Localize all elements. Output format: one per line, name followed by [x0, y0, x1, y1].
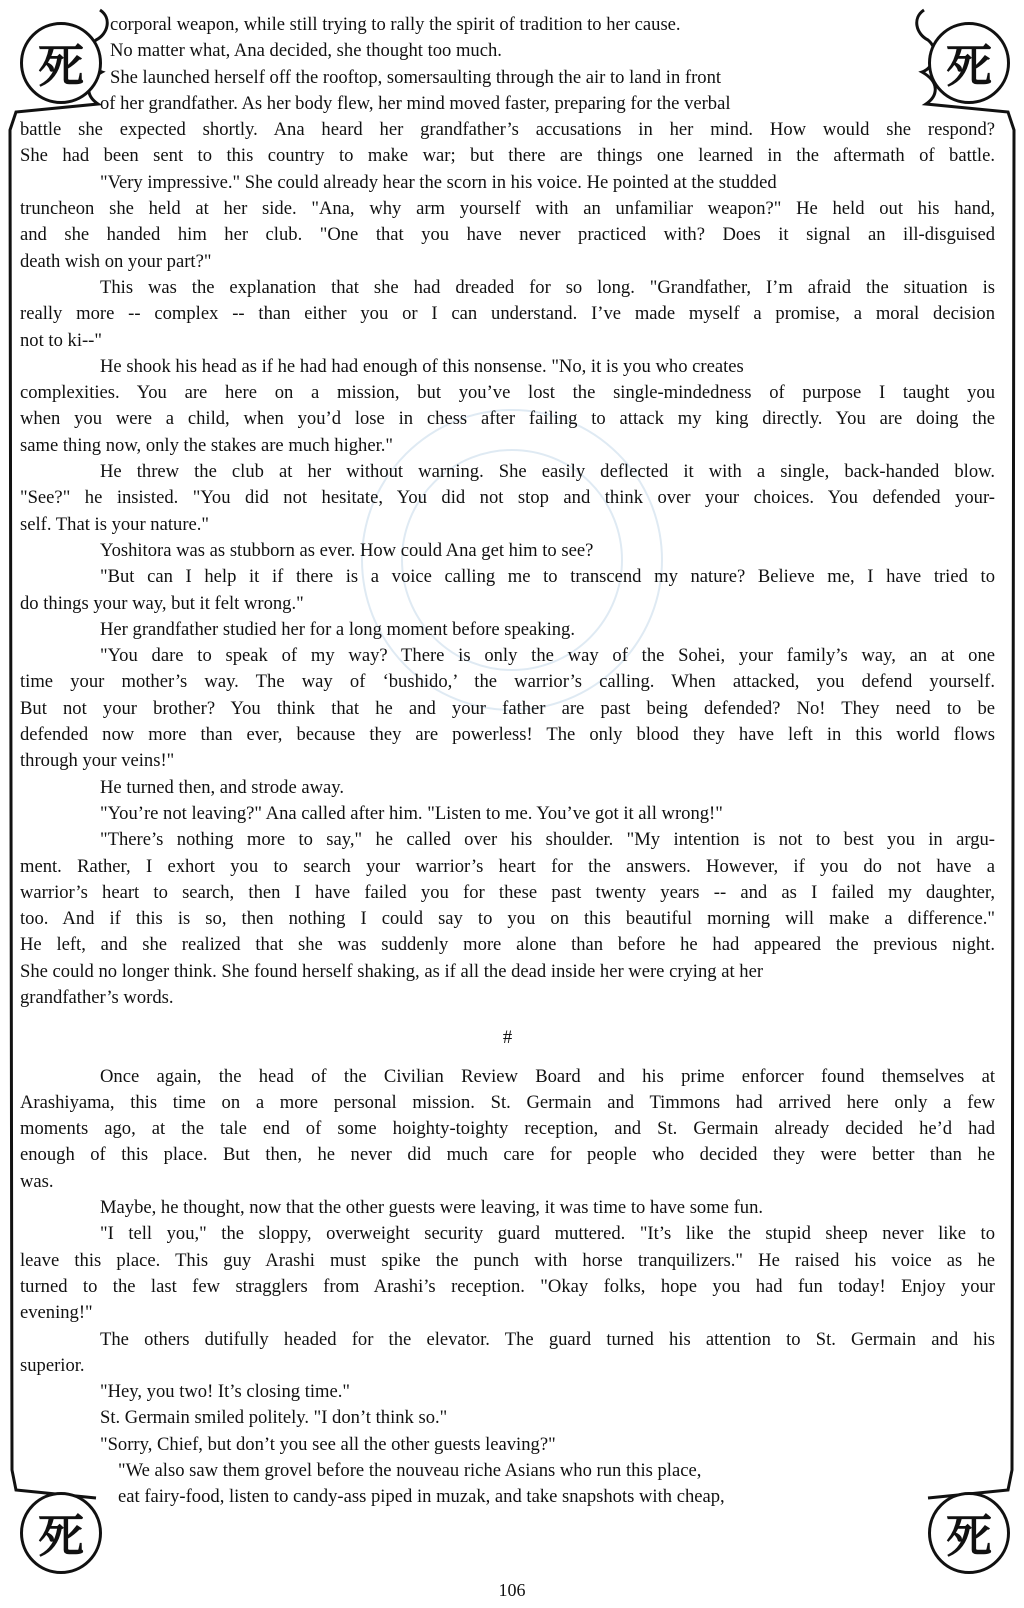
text-line: defended now more than ever, because they are powerless! The only blood they have left in this world flows [20, 724, 995, 746]
page-body [20, 12, 995, 1511]
story-part-a [20, 12, 995, 1011]
text-line: do things your way, but it felt wrong." [20, 592, 304, 614]
text-line: He turned then, and strode away. [100, 776, 345, 798]
text-line: "Sorry, Chief, but don’t you see all the other guests leaving?" [100, 1433, 556, 1455]
text-line: through your veins!" [20, 750, 175, 772]
text-line: really more -- complex -- than either you or I can understand. I’ve made myself a promise, a moral decision [20, 303, 995, 325]
text-line: "Hey, you two! It’s closing time." [100, 1381, 350, 1403]
text-line: truncheon she held at her side. "Ana, why arm yourself with an unfamiliar weapon?" He held out his hand, [20, 198, 995, 220]
text-line: not to ki--" [20, 329, 102, 351]
text-line: superior. [20, 1354, 85, 1376]
text-line: time your mother’s way. The way of ‘bushido,’ the warrior’s calling. When attacked, you defend yourself. [20, 671, 995, 693]
section-break: # [502, 1027, 513, 1049]
text-line: "I tell you," the sloppy, overweight security guard muttered. "It’s like the stupid sheep never like to [100, 1223, 995, 1245]
text-line: This was the explanation that she had dreaded for so long. "Grandfather, I’m afraid the situation is [100, 276, 995, 298]
text-line: death wish on your part?" [20, 250, 212, 272]
text-line: "Very impressive." She could already hear the scorn in his voice. He pointed at the studded [100, 171, 777, 193]
text-line: St. Germain smiled politely. "I don’t think so." [100, 1407, 448, 1429]
text-line: evening!" [20, 1302, 93, 1324]
text-line: self. That is your nature." [20, 513, 210, 535]
text-line: moments ago, at the tale end of some hoighty-toighty reception, and St. Germain already decided he’d had [20, 1118, 995, 1140]
text-line: Yoshitora was as stubborn as ever. How could Ana get him to see? [100, 539, 594, 561]
death-kanji-seal-top-right: 死 [928, 22, 1010, 104]
text-line: "You dare to speak of my way? There is only the way of the Sohei, your family’s way, an at one [100, 645, 995, 667]
text-line: complexities. You are here on a mission, but you’ve lost the single-mindedness of purpose I taught you [20, 382, 995, 404]
text-line: No matter what, Ana decided, she thought too much. [110, 40, 502, 62]
text-line: "See?" he insisted. "You did not hesitate, You did not stop and think over your choices. You defended your- [20, 487, 995, 509]
text-line: leave this place. This guy Arashi must spike the punch with horse tranquilizers." He raised his voice as he [20, 1249, 995, 1271]
text-line: enough of this place. But then, he never did much care for people who decided they were better than he [20, 1144, 995, 1166]
text-line: eat fairy-food, listen to candy-ass piped in muzak, and take snapshots with cheap, [118, 1486, 725, 1508]
text-line: "We also saw them grovel before the nouveau riche Asians who run this place, [118, 1460, 702, 1482]
text-line: when you were a child, when you’d lose in chess after failing to attack my king directly. You are doing the [20, 408, 995, 430]
text-line: battle she expected shortly. Ana heard her grandfather’s accusations in her mind. How would she respond? [20, 119, 995, 141]
text-line: She had been sent to this country to make war; but there are things one learned in the aftermath of battle. [20, 145, 995, 167]
story-part-b [20, 1064, 995, 1511]
text-line: He left, and she realized that she was suddenly more alone than before he had appeared the previous night. [20, 934, 995, 956]
text-line: warrior’s heart to search, then I have failed you for these past twenty years -- and as I failed my daughter, [20, 881, 995, 903]
text-line: She could no longer think. She found herself shaking, as if all the dead inside her were crying at her [20, 960, 764, 982]
text-line: Her grandfather studied her for a long moment before speaking. [100, 618, 576, 640]
text-line: same thing now, only the stakes are much higher." [20, 434, 394, 456]
death-kanji-seal-top-left: 死 [20, 22, 102, 104]
text-line: "But can I help it if there is a voice calling me to transcend my nature? Believe me, I have tried to [100, 566, 995, 588]
text-line: turned to the last few stragglers from Arashi’s reception. "Okay folks, hope you had fun today! Enjoy your [20, 1275, 995, 1297]
text-line: too. And if this is so, then nothing I could say to you on this beautiful morning will make a difference." [20, 908, 995, 930]
text-line: of her grandfather. As her body flew, her mind moved faster, preparing for the verbal [100, 92, 731, 114]
text-line: The others dutifully headed for the elevator. The guard turned his attention to St. Germain and his [100, 1328, 995, 1350]
text-line: was. [20, 1170, 54, 1192]
text-line: "There’s nothing more to say," he called over his shoulder. "My intention is not to best you in argu- [100, 829, 995, 851]
text-line: and she handed him her club. "One that you have never practiced with? Does it signal an ill-disguised [20, 224, 995, 246]
text-line: He threw the club at her without warning. She easily deflected it with a single, back-handed blow. [100, 461, 995, 483]
death-kanji-seal-bottom-left: 死 [20, 1492, 102, 1574]
death-kanji-seal-bottom-right: 死 [928, 1492, 1010, 1574]
text-line: He shook his head as if he had had enough of this nonsense. "No, it is you who creates [100, 355, 744, 377]
text-line: She launched herself off the rooftop, somersaulting through the air to land in front [110, 66, 722, 88]
text-line: corporal weapon, while still trying to rally the spirit of tradition to her cause. [110, 14, 681, 35]
text-line: grandfather’s words. [20, 986, 174, 1008]
page-number: 106 [498, 1580, 526, 1600]
text-line: Once again, the head of the Civilian Review Board and his prime enforcer found themselves at [100, 1065, 995, 1087]
text-line: ment. Rather, I exhort you to search your warrior’s heart for the answers. However, if you do not have a [20, 855, 995, 877]
text-line: Maybe, he thought, now that the other guests were leaving, it was time to have some fun. [100, 1197, 764, 1219]
text-line: But not your brother? You think that he and your father are past being defended? No! They need to be [20, 697, 995, 719]
text-line: Arashiyama, this time on a more personal mission. St. Germain and Timmons had arrived here only a few [20, 1091, 995, 1113]
text-line: "You’re not leaving?" Ana called after him. "Listen to me. You’ve got it all wrong!" [100, 802, 723, 824]
